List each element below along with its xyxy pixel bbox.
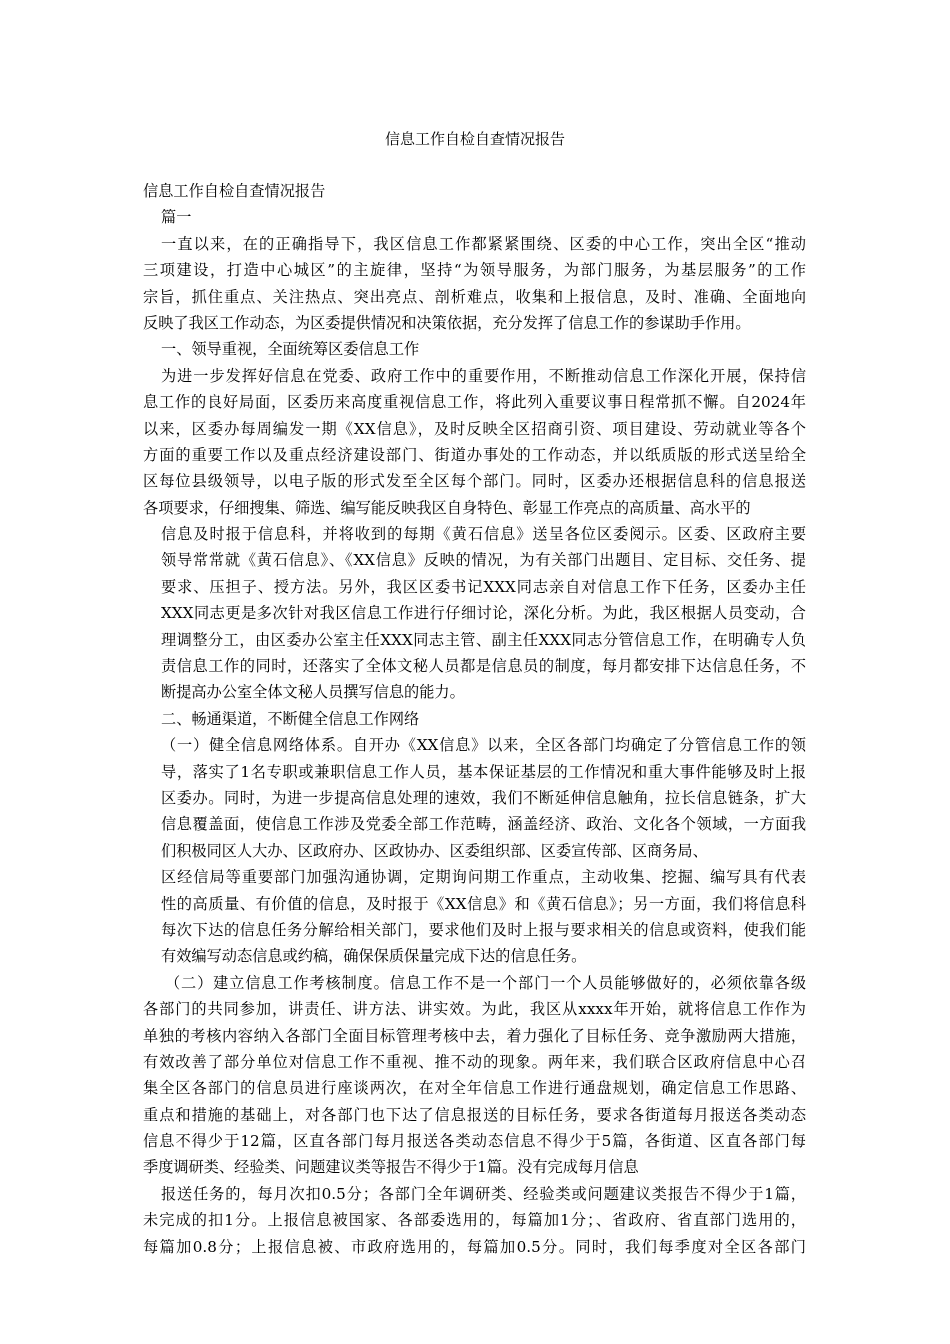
text-line: 各项要求，仔细搜集、筛选、编写能反映我区自身特色、彰显工作亮点的高质量、高水平的 <box>143 498 751 517</box>
text-line: 导，落实了1名专职或兼职信息工作人员，基本保证基层的工作情况和重大事件能够及时上报 <box>161 762 806 781</box>
text-line: 宗旨，抓住重点、关注热点、突出亮点、剖析难点，收集和上报信息，及时、准确、全面地向 <box>143 287 806 306</box>
text-line: 理调整分工，由区委办公室主任XXX同志主管、副主任XXX同志分管信息工作，在明确专人负 <box>161 630 806 649</box>
text-line: 为进一步发挥好信息在党委、政府工作中的重要作用，不断推动信息工作深化开展，保持信 <box>161 366 806 385</box>
text-line: 二、畅通渠道，不断健全信息工作网络 <box>161 709 420 728</box>
text-line: 断提高办公室全体文秘人员撰写信息的能力。 <box>161 683 465 702</box>
text-line: 责信息工作的同时，还落实了全体文秘人员都是信息员的制度，每月都安排下达信息任务，不 <box>161 657 806 676</box>
text-line: 性的高质量、有价值的信息，及时报于《XX信息》和《黄石信息》；另一方面，我们将信息科 <box>161 894 806 913</box>
document-body <box>143 178 806 1260</box>
text-line: 篇一 <box>161 208 192 227</box>
text-line: 信息不得少于12篇，区直各部门每月报送各类动态信息不得少于5篇，各街道、区直各部门每 <box>143 1132 806 1151</box>
text-line: （二）建立信息工作考核制度。信息工作不是一个部门一个人员能够做好的，必须依靠各级 <box>165 973 806 992</box>
text-line: 要求、压担子、授方法。另外，我区区委书记XXX同志亲自对信息工作下任务，区委办主任 <box>161 577 806 596</box>
text-line: 各部门的共同参加，讲责任、讲方法、讲实效。为此，我区从xxxx年开始，就将信息工作作为 <box>143 1000 806 1019</box>
text-line: 集全区各部门的信息员进行座谈两次，在对全年信息工作进行通盘规划，确定信息工作思路、 <box>143 1079 806 1098</box>
text-line: 领导常常就《黄石信息》、《XX信息》反映的情况，为有关部门出题目、定目标、交任务、提 <box>161 551 806 570</box>
text-line: 一、领导重视，全面统筹区委信息工作 <box>161 340 420 359</box>
text-line: 息工作的良好局面，区委历来高度重视信息工作，将此列入重要议事日程常抓不懈。自2024年 <box>143 393 806 412</box>
text-line: 方面的重要工作以及重点经济建设部门、街道办事处的工作动态，并以纸质版的形式送呈给全 <box>143 445 806 464</box>
text-line: 信息覆盖面，使信息工作涉及党委全部工作范畴，涵盖经济、政治、文化各个领域，一方面我 <box>161 815 806 834</box>
text-line: 信息工作自检自查情况报告 <box>143 182 326 200</box>
text-line: XXX同志更是多次针对我区信息工作进行仔细讨论，深化分析。为此，我区根据人员变动，合 <box>161 604 806 623</box>
text-line: 季度调研类、经验类、问题建议类等报告不得少于1篇。没有完成每月信息 <box>143 1158 639 1177</box>
text-line: 以来，区委办每周编发一期《XX信息》，及时反映全区招商引资、项目建设、劳动就业等各个 <box>143 419 806 438</box>
text-line: 一直以来，在的正确指导下，我区信息工作都紧紧围绕、区委的中心工作，突出全区“推动 <box>161 234 806 253</box>
text-line: 报送任务的，每月次扣0.5分；各部门全年调研类、经验类或问题建议类报告不得少于1篇， <box>161 1184 806 1203</box>
text-line: 们积极同区人大办、区政府办、区政协办、区委组织部、区委宣传部、区商务局、 <box>161 841 708 860</box>
text-line: 区每位县级领导，以电子版的形式发至全区每个部门。同时，区委办还根据信息科的信息报送 <box>143 472 806 491</box>
text-line: 反映了我区工作动态，为区委提供情况和决策依据，充分发挥了信息工作的参谋助手作用。 <box>143 313 751 332</box>
text-line: 三项建设，打造中心城区”的主旋律，坚持“为领导服务，为部门服务，为基层服务”的工作 <box>143 261 806 280</box>
text-line: （一）健全信息网络体系。自开办《XX信息》以来，全区各部门均确定了分管信息工作的领 <box>161 736 806 755</box>
text-line: 每篇加0.8分；上报信息被、市政府选用的，每篇加0.5分。同时，我们每季度对全区各部门 <box>143 1237 806 1256</box>
text-line: 有效编写动态信息或约稿，确保保质保量完成下达的信息任务。 <box>161 947 587 966</box>
text-line: 有效改善了部分单位对信息工作不重视、推不动的现象。两年来，我们联合区政府信息中心召 <box>143 1052 806 1071</box>
text-line: 区经信局等重要部门加强沟通协调，定期询问期工作重点，主动收集、挖掘、编写具有代表 <box>161 868 806 887</box>
text-line: 每次下达的信息任务分解给相关部门，要求他们及时上报与要求相关的信息或资料，使我们能 <box>161 920 806 939</box>
text-line: 未完成的扣1分。上报信息被国家、各部委选用的，每篇加1分；、省政府、省直部门选用的， <box>143 1211 806 1230</box>
text-line: 单独的考核内容纳入各部门全面目标管理考核中去，着力强化了目标任务、竞争激励两大措施， <box>143 1026 806 1045</box>
text-line: 区委办。同时，为进一步提高信息处理的速效，我们不断延伸信息触角，拉长信息链条，扩大 <box>161 788 806 807</box>
text-line: 信息及时报于信息科，并将收到的每期《黄石信息》送呈各位区委阅示。区委、区政府主要 <box>161 525 806 544</box>
document-title: 信息工作自检自查情况报告 <box>384 130 565 148</box>
text-line: 重点和措施的基础上，对各部门也下达了信息报送的目标任务，要求各街道每月报送各类动态 <box>143 1105 806 1124</box>
